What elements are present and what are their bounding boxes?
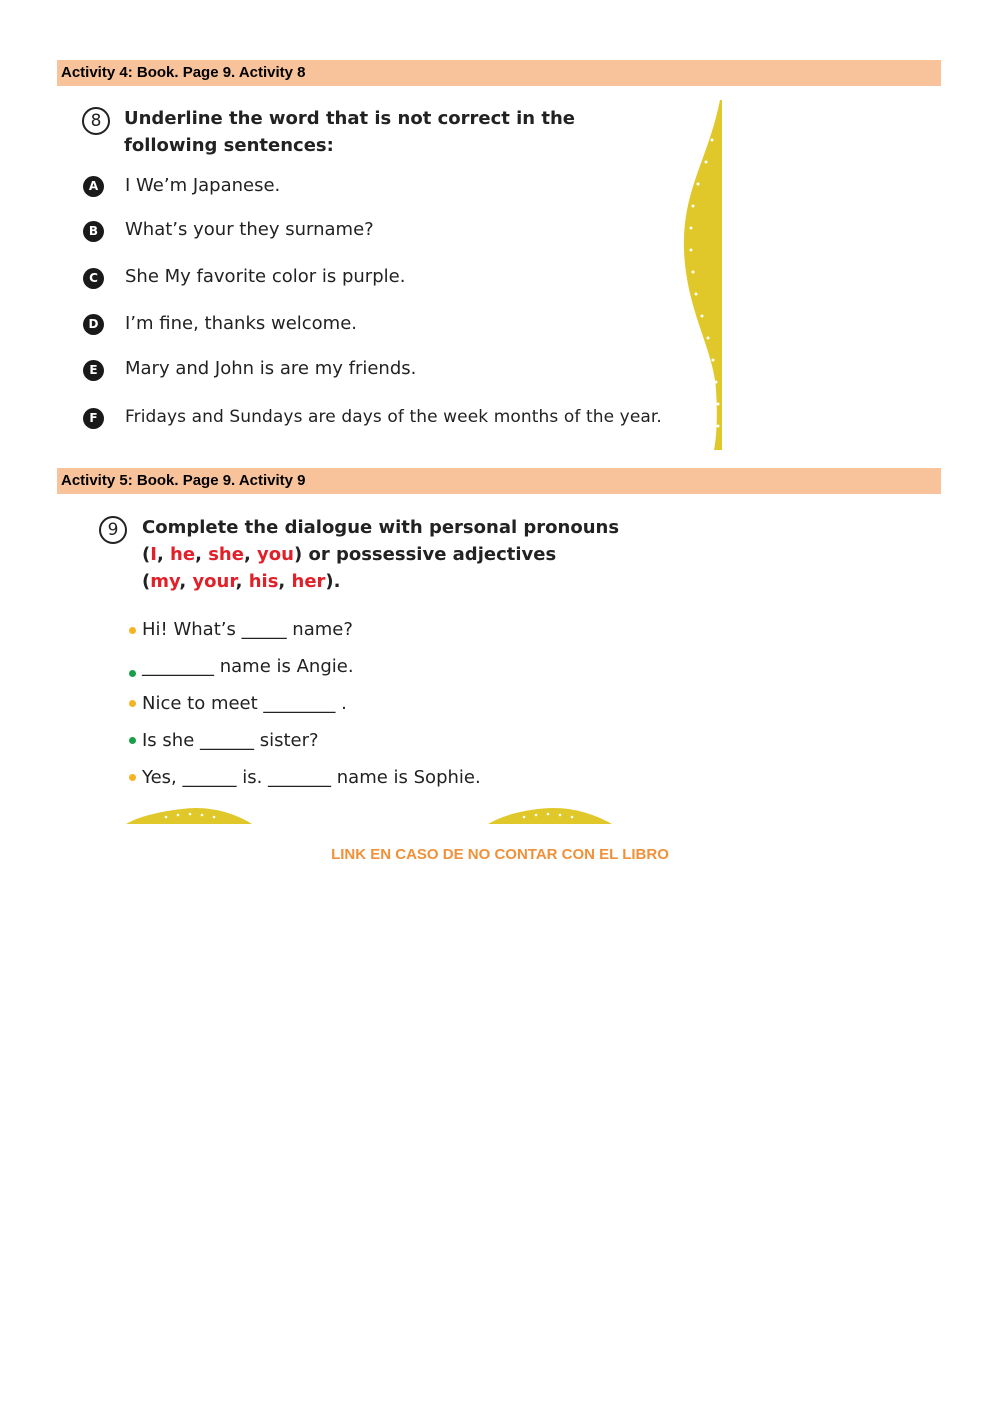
pronoun-she: she	[208, 544, 244, 565]
speaker-dot	[129, 627, 136, 634]
sentence-c: She My favorite color is purple.	[125, 266, 406, 287]
adjective-his: his	[248, 571, 279, 592]
sentence-a: I We’m Japanese.	[125, 175, 281, 196]
activity-4-instructions	[124, 105, 575, 159]
pronoun-he: he	[170, 544, 196, 565]
dialogue-line-4: Is she ______ sister?	[142, 730, 319, 751]
activity-5-instructions	[142, 514, 619, 595]
sentence-e: Mary and John is are my friends.	[125, 358, 417, 379]
activity-4-header: Activity 4: Book. Page 9. Activity 8	[57, 60, 941, 86]
letter-badge-c: C	[83, 268, 104, 289]
adjective-her: her	[291, 571, 326, 592]
pronoun-i: I	[150, 544, 157, 565]
speaker-dot	[129, 700, 136, 707]
letter-badge-a: A	[83, 176, 104, 197]
activity-5-header: Activity 5: Book. Page 9. Activity 9	[57, 468, 941, 494]
yellow-arch-decoration	[488, 808, 612, 824]
adjective-my: my	[150, 571, 180, 592]
instructions-line-3: (my, your, his, her).	[142, 571, 341, 592]
instructions-line-1: Underline the word that is not correct in the	[124, 108, 576, 129]
letter-badge-e: E	[83, 360, 104, 381]
exercise-number-8: 8	[82, 107, 110, 135]
instructions-line-1: Complete the dialogue with personal pronouns	[142, 517, 620, 538]
yellow-arch-decoration	[126, 808, 252, 824]
sentence-d: I’m fine, thanks welcome.	[125, 313, 358, 334]
pronoun-you: you	[257, 544, 294, 565]
exercise-number-9: 9	[99, 516, 127, 544]
dialogue-line-5: Yes, ______ is. _______ name is Sophie.	[142, 767, 481, 788]
letter-badge-f: F	[83, 408, 104, 429]
speaker-dot	[129, 670, 136, 677]
letter-badge-d: D	[83, 314, 104, 335]
dialogue-line-3: Nice to meet ________ .	[142, 693, 347, 714]
speaker-dot	[129, 737, 136, 744]
instructions-line-2: (I, he, she, you) or possessive adjectives	[142, 544, 557, 565]
sentence-f: Fridays and Sundays are days of the week months of the year.	[125, 407, 662, 427]
dialogue-line-2: ________ name is Angie.	[142, 656, 354, 677]
letter-badge-b: B	[83, 221, 104, 242]
adjective-your: your	[192, 571, 236, 592]
yellow-wave-decoration	[678, 100, 724, 450]
instructions-line-2: following sentences:	[124, 135, 334, 156]
book-link[interactable]: LINK EN CASO DE NO CONTAR CON EL LIBRO	[331, 846, 669, 863]
dialogue-line-1: Hi! What’s _____ name?	[142, 619, 353, 640]
speaker-dot	[129, 774, 136, 781]
sentence-b: What’s your they surname?	[125, 219, 374, 240]
